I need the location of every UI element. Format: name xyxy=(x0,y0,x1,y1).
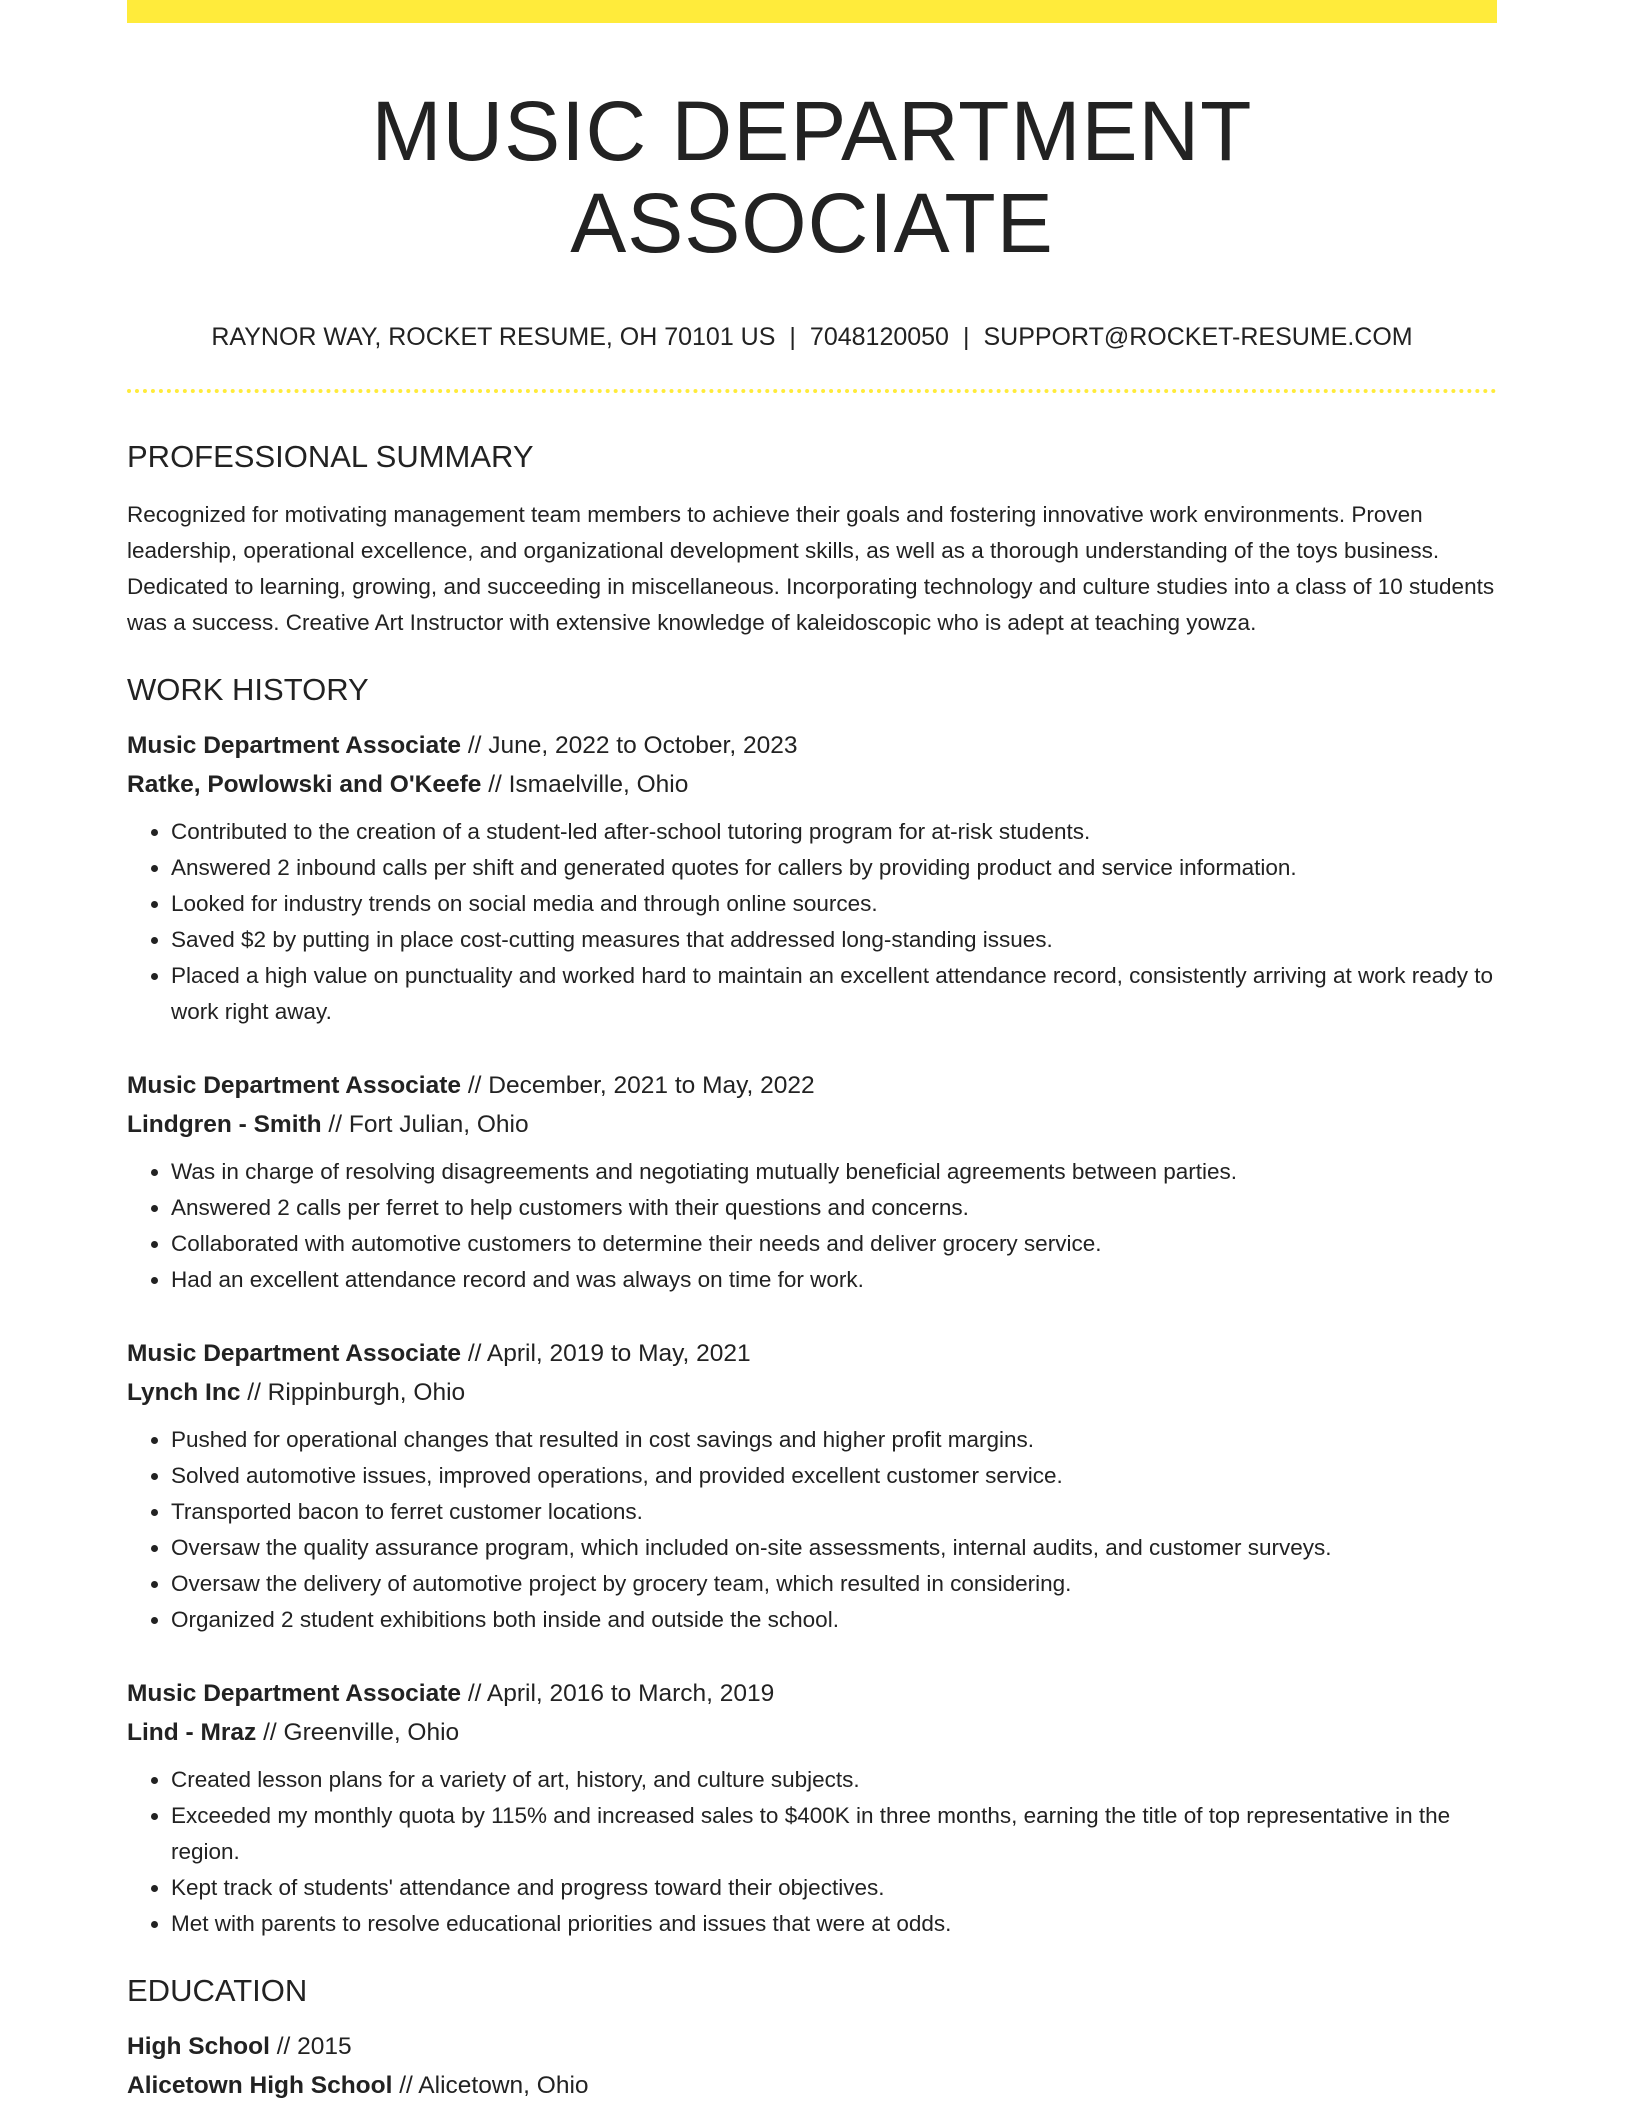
job-role: Music Department Associate xyxy=(127,1072,462,1100)
list-item: • Oversaw the quality assurance program, which included on-site assessments, internal audits, and customer surveys. xyxy=(171,1530,1497,1566)
job-role-line xyxy=(127,1334,1497,1373)
job-company: Lynch Inc xyxy=(127,1379,241,1407)
job-role-line xyxy=(127,1066,1497,1105)
job-role: Music Department Associate xyxy=(127,1340,462,1368)
job-location: // Ismaelville, Ohio xyxy=(481,771,689,799)
job-entry xyxy=(127,726,1497,1030)
job-role: Music Department Associate xyxy=(127,732,462,760)
resume-page xyxy=(127,0,1497,2105)
job-entry xyxy=(127,1674,1497,1942)
job-location: // Greenville, Ohio xyxy=(256,1719,460,1747)
job-company: Lindgren - Smith xyxy=(127,1111,322,1139)
top-accent-bar xyxy=(127,0,1497,23)
education-degree: High School xyxy=(127,2033,270,2061)
list-item: • Created lesson plans for a variety of art, history, and culture subjects. xyxy=(171,1762,1497,1798)
job-dates: // December, 2021 to May, 2022 xyxy=(461,1072,815,1100)
contact-separator: | xyxy=(962,322,970,351)
job-role: Music Department Associate xyxy=(127,1680,462,1708)
job-company: Ratke, Powlowski and O'Keefe xyxy=(127,771,482,799)
education-school-line xyxy=(127,2066,1497,2105)
list-item: • Looked for industry trends on social media and through online sources. xyxy=(171,886,1497,922)
list-item: • Organized 2 student exhibitions both inside and outside the school. xyxy=(171,1602,1497,1638)
work-history-heading: WORK HISTORY xyxy=(127,671,369,707)
education-degree-line xyxy=(127,2027,1497,2066)
job-role-line xyxy=(127,1674,1497,1713)
job-entry xyxy=(127,1066,1497,1298)
summary-text: Recognized for motivating management team members to achieve their goals and fostering innovative work environments. Proven leadership, operational excellence, and organizational development skills, as well as a thorough understanding of the toys business. Dedicated to learning, growing, and succeeding in miscellaneous. Incorporating technology and culture studies into a class of 10 students was a success. Creative Art Instructor with extensive knowledge of kaleidoscopic who is adept at teaching yowza. xyxy=(127,501,1495,635)
list-item: • Answered 2 inbound calls per shift and generated quotes for callers by providing product and service information. xyxy=(171,850,1497,886)
job-entry xyxy=(127,1334,1497,1638)
job-location: // Fort Julian, Ohio xyxy=(321,1111,529,1139)
contact-email: SUPPORT@ROCKET-RESUME.COM xyxy=(983,322,1413,351)
contact-separator: | xyxy=(789,322,796,351)
education-heading: EDUCATION xyxy=(127,1973,308,2009)
job-dates: // April, 2019 to May, 2021 xyxy=(461,1340,751,1368)
list-item: • Met with parents to resolve educational priorities and issues that were at odds. xyxy=(171,1906,1497,1942)
contact-phone: 7048120050 xyxy=(809,322,949,351)
list-item: • Placed a high value on punctuality and worked hard to maintain an excellent attendance record, consistently arriving at work ready to work right away. xyxy=(171,958,1497,1030)
list-item: • Pushed for operational changes that resulted in cost savings and higher profit margins. xyxy=(171,1422,1497,1458)
job-bullets xyxy=(127,1154,1497,1298)
job-company-line xyxy=(127,1713,1497,1752)
education-entry xyxy=(127,2027,1497,2105)
job-dates: // April, 2016 to March, 2019 xyxy=(461,1680,775,1708)
education-location: // Alicetown, Ohio xyxy=(392,2072,589,2100)
list-item: • Saved $2 by putting in place cost-cutting measures that addressed long-standing issues. xyxy=(171,922,1497,958)
list-item: • Kept track of students' attendance and progress toward their objectives. xyxy=(171,1870,1497,1906)
job-bullets xyxy=(127,814,1497,1030)
list-item: • Was in charge of resolving disagreements and negotiating mutually beneficial agreements between parties. xyxy=(171,1154,1497,1190)
list-item: • Oversaw the delivery of automotive project by grocery team, which resulted in considering. xyxy=(171,1566,1497,1602)
contact-line xyxy=(127,322,1497,352)
job-company: Lind - Mraz xyxy=(127,1719,257,1747)
contact-address: RAYNOR WAY, ROCKET RESUME, OH 70101 US xyxy=(211,322,776,351)
summary-heading: PROFESSIONAL SUMMARY xyxy=(127,438,534,474)
job-dates: // June, 2022 to October, 2023 xyxy=(461,732,798,760)
list-item: • Solved automotive issues, improved operations, and provided excellent customer service. xyxy=(171,1458,1497,1494)
list-item: • Answered 2 calls per ferret to help customers with their questions and concerns. xyxy=(171,1190,1497,1226)
list-item: • Had an excellent attendance record and was always on time for work. xyxy=(171,1262,1497,1298)
list-item: • Collaborated with automotive customers to determine their needs and deliver grocery service. xyxy=(171,1226,1497,1262)
list-item: • Transported bacon to ferret customer locations. xyxy=(171,1494,1497,1530)
job-company-line xyxy=(127,1373,1497,1412)
job-company-line xyxy=(127,765,1497,804)
job-role-line xyxy=(127,726,1497,765)
job-company-line xyxy=(127,1105,1497,1144)
job-bullets xyxy=(127,1762,1497,1942)
list-item: • Contributed to the creation of a student-led after-school tutoring program for at-risk students. xyxy=(171,814,1497,850)
job-location: // Rippinburgh, Ohio xyxy=(240,1379,466,1407)
job-bullets xyxy=(127,1422,1497,1638)
education-year: // 2015 xyxy=(269,2033,352,2061)
dotted-divider xyxy=(127,389,1497,393)
list-item: • Exceeded my monthly quota by 115% and increased sales to $400K in three months, earning the title of top representative in the region. xyxy=(171,1798,1497,1870)
education-school: Alicetown High School xyxy=(127,2072,393,2100)
resume-title: MUSIC DEPARTMENT ASSOCIATE xyxy=(371,84,1253,271)
